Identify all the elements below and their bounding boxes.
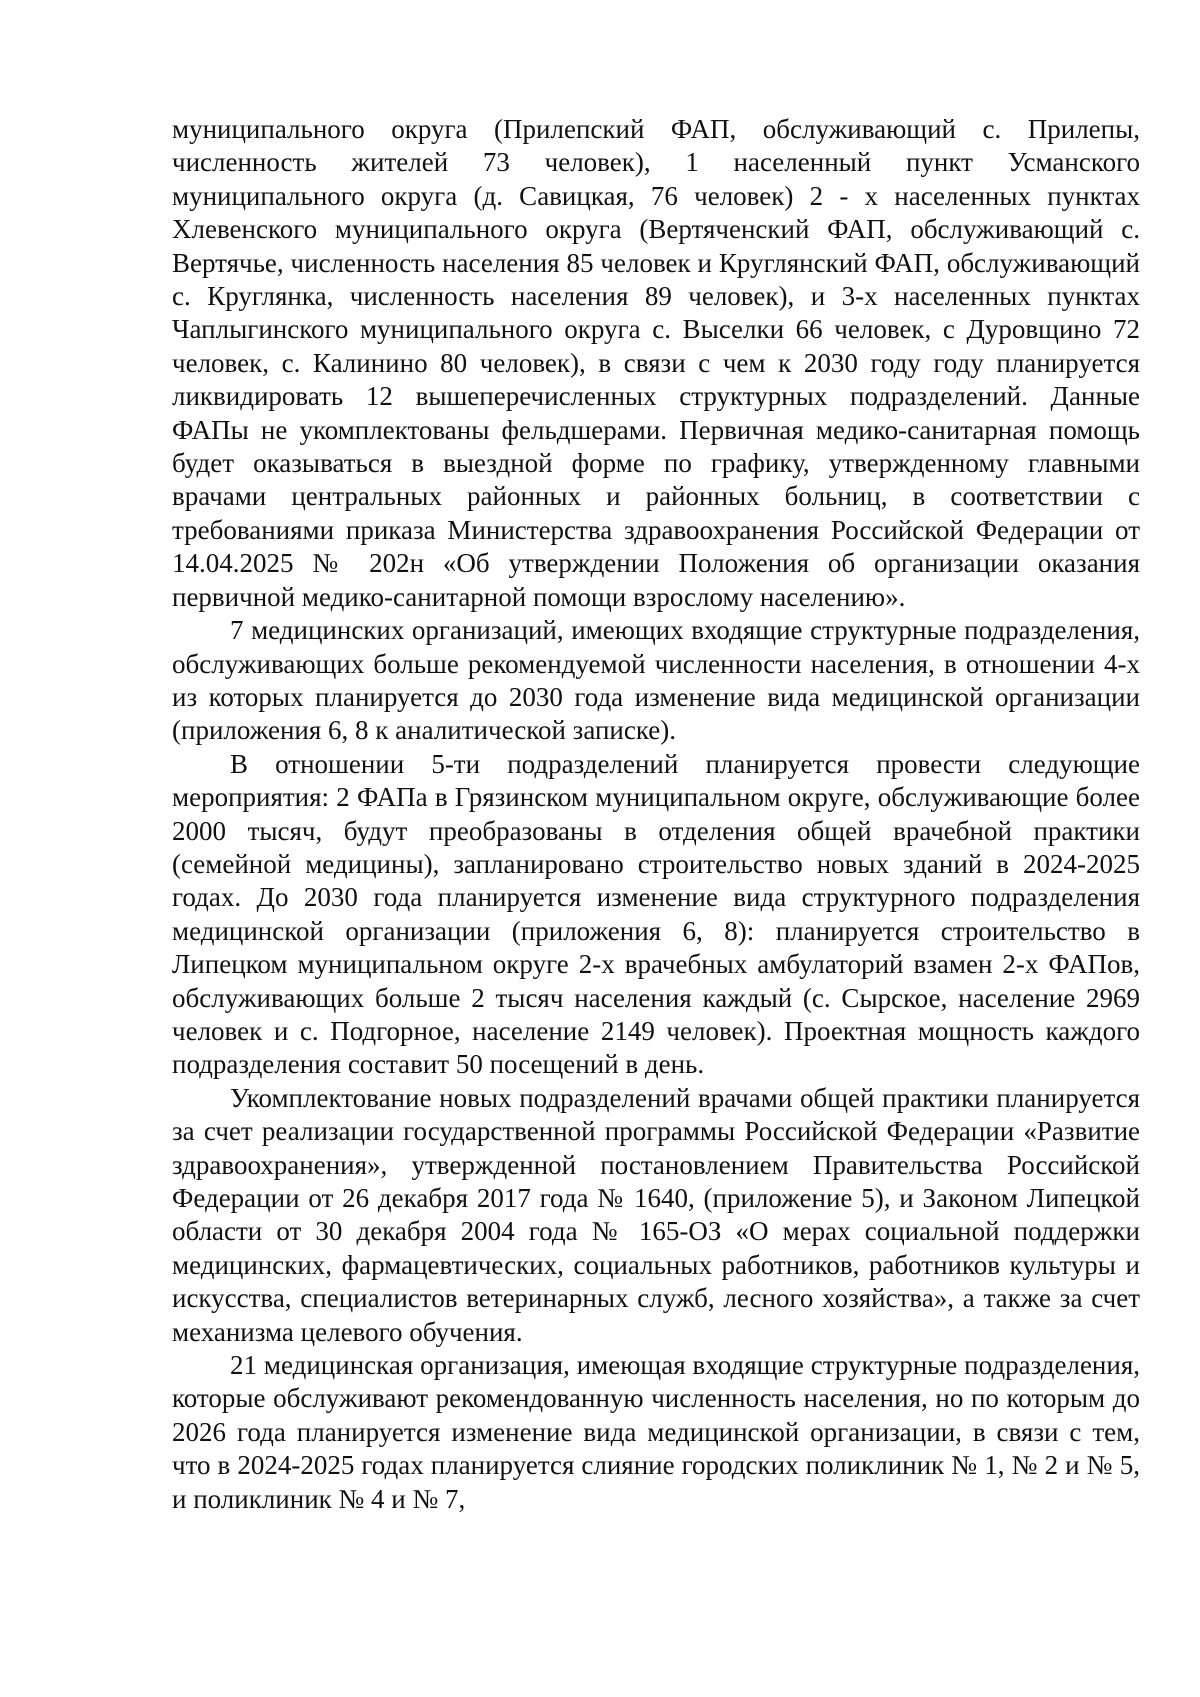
paragraph-seven-organizations: 7 медицинских организаций, имеющих входящие структурные подразделения, обслуживающих больше рекомендуемой численности населения, в отношении 4-х из которых планируется до 2030 года изменение вида медицинской организации (приложения 6, 8 к аналитической записке). — [172, 615, 1140, 746]
paragraph-twenty-one-organizations: 21 медицинская организация, имеющая входящие структурные подразделения, которые обслуживают рекомендованную численность населения, но по которым до 2026 года планируется изменение вида медицинской организации, в связи с тем, что в 2024-2025 годах планируется слияние городских поликлиник № 1, № 2 и № 5, и поликлиник № 4 и № 7, — [172, 1350, 1140, 1514]
paragraph-continuation: муниципального округа (Прилепский ФАП, обслуживающий с. Прилепы, численность жителей 73 человек), 1 населенный пункт Усманского муниципального округа (д. Савицкая, 76 человек) 2 - х населенных пунктах Хлевенского муниципального округа (Вертяченский ФАП, обслуживающий с. Вертячье, численность населения 85 человек и Круглянский ФАП, обслуживающий с. Круглянка, численность населения 89 человек), и 3-х населенных пунктах Чаплыгинского муниципального округа с. Выселки 66 человек, с Дуровщино 72 человек, с. Калинино 80 человек), в связи с чем к 2030 году году планируется ликвидировать 12 вышеперечисленных структурных подразделений. Данные ФАПы не укомплектованы фельдшерами. Первичная медико-санитарная помощь будет оказываться в выездной форме по графику, утвержденному главными врачами центральных районных и районных больниц, в соответствии с требованиями приказа Министерства здравоохранения Российской Федерации от 14.04.2025 № 202н «Об утверждении Положения об организации оказания первичной медико-санитарной помощи взрослому населению». — [172, 114, 1140, 612]
paragraph-five-subdivisions: В отношении 5-ти подразделений планируется провести следующие мероприятия: 2 ФАПа в Грязинском муниципальном округе, обслуживающие более 2000 тысяч, будут преобразованы в отделения общей врачебной практики (семейной медицины), запланировано строительство новых зданий в 2024-2025 годах. До 2030 года планируется изменение вида структурного подразделения медицинской организации (приложения 6, 8): планируется строительство в Липецком муниципальном округе 2-х врачебных амбулаторий взамен 2-х ФАПов, обслуживающих больше 2 тысяч населения каждый (с. Сырское, население 2969 человек и с. Подгорное, население 2149 человек). Проектная мощность каждого подразделения составит 50 посещений в день. — [172, 748, 1140, 1080]
document-page — [172, 113, 1140, 1516]
paragraph-staffing: Укомплектование новых подразделений врачами общей практики планируется за счет реализации государственной программы Российской Федерации «Развитие здравоохранения», утвержденной постановлением Правительства Российской Федерации от 26 декабря 2017 года № 1640, (приложение 5), и Законом Липецкой области от 30 декабря 2004 года № 165-ОЗ «О мерах социальной поддержки медицинских, фармацевтических, социальных работников, работников культуры и искусства, специалистов ветеринарных служб, лесного хозяйства», а также за счет механизма целевого обучения. — [172, 1082, 1140, 1347]
